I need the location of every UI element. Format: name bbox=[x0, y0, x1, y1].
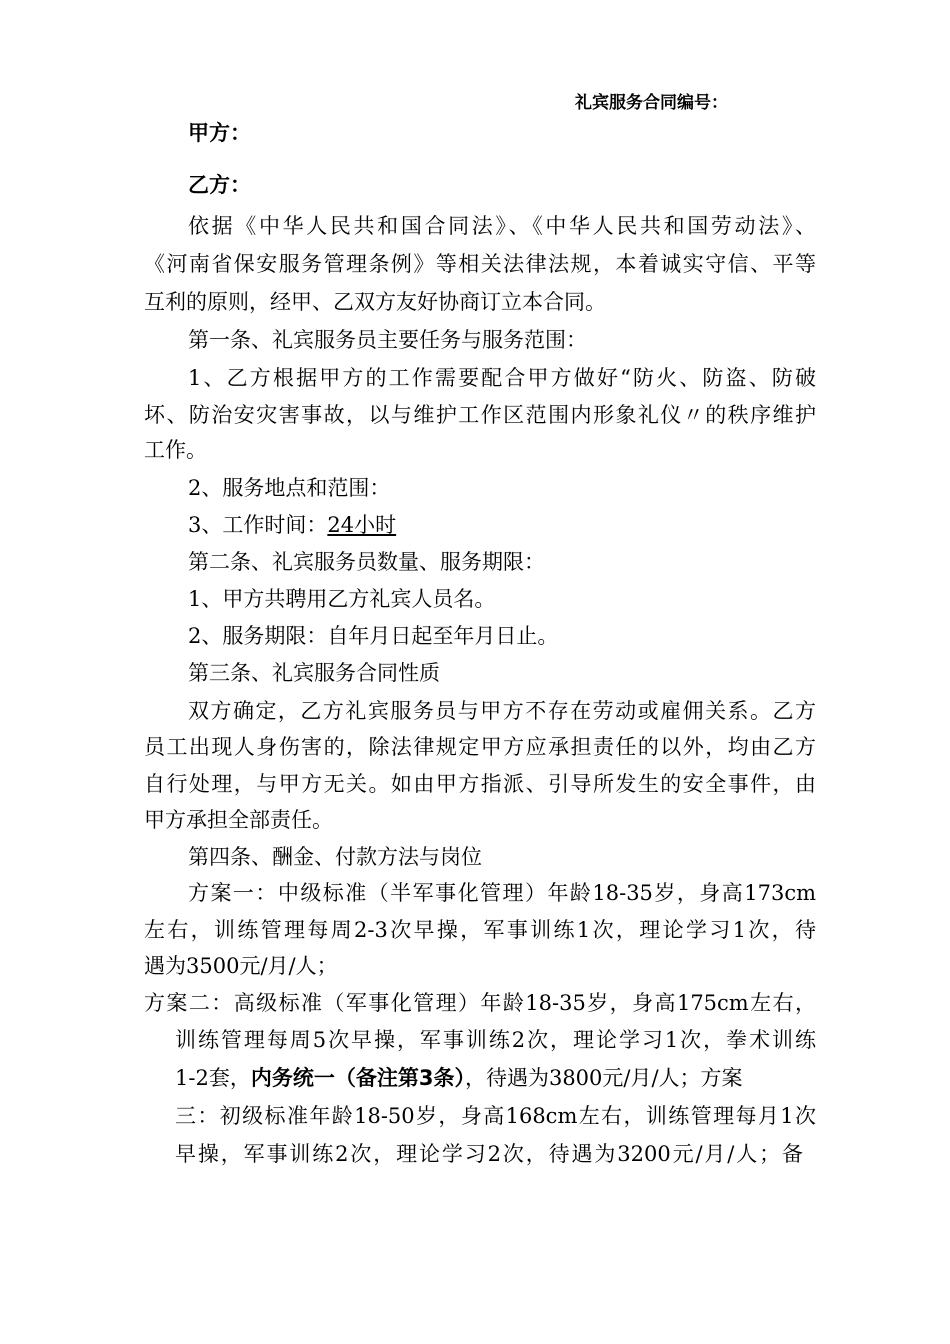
article-2-item-1: 1、甲方共聘用乙方礼宾人员名。 bbox=[188, 587, 496, 611]
article-3-line-3: 自行处理，与甲方无关。如由甲方指派、引导所发生的安全事件，由 bbox=[144, 772, 816, 796]
article-2-title: 第二条、礼宾服务员数量、服务期限： bbox=[188, 550, 545, 574]
intro-line-1: 依据《中华人民共和国合同法》、《中华人民共和国劳动法》、 bbox=[188, 214, 816, 238]
contract-number-label: 礼宾服务合同编号： bbox=[575, 93, 728, 113]
intro-line-2: 《河南省保安服务管理条例》等相关法律法规，本着诚实守信、平等 bbox=[144, 252, 816, 276]
article-2-item-2: 2、服务期限：自年月日起至年月日止。 bbox=[188, 624, 559, 648]
article-1-title: 第一条、礼宾服务员主要任务与服务范围： bbox=[188, 328, 587, 352]
article-1-item-1-line-2: 坏、防治安灾害事故，以与维护工作区范围内形象礼仪〃的秩序维护 bbox=[144, 403, 816, 427]
plan-1-line-3: 遇为3500元/月/人； bbox=[144, 954, 338, 978]
article-1-item-3 bbox=[188, 510, 396, 540]
plan-2-sets: 1-2套， bbox=[175, 1066, 251, 1090]
plan-2-line-2: 训练管理每周5次早操，军事训练2次，理论学习1次，拳术训练 bbox=[175, 1028, 816, 1052]
plan-2-pay: ，待遇为3800元/月/人；方案 bbox=[464, 1066, 743, 1090]
article-3-line-1: 双方确定，乙方礼宾服务员与甲方不存在劳动或雇佣关系。乙方 bbox=[188, 699, 816, 723]
plan-2-line-3 bbox=[175, 1063, 743, 1093]
work-hours-label: 3、工作时间： bbox=[188, 513, 328, 537]
article-1-item-1-line-1: 1、乙方根据甲方的工作需要配合甲方做好“防火、防盗、防破 bbox=[188, 366, 816, 390]
plan-3-line-1: 三：初级标准年龄18-50岁，身高168cm左右，训练管理每月1次 bbox=[175, 1104, 816, 1128]
plan-1-line-2: 左右，训练管理每周2-3次早操，军事训练1次，理论学习1次，待 bbox=[144, 918, 816, 942]
plan-2-bold-note: 内务统一（备注第3条） bbox=[250, 1066, 465, 1090]
work-hours-value: 24小时 bbox=[327, 513, 397, 537]
article-1-item-2: 2、服务地点和范围： bbox=[188, 476, 391, 500]
article-3-title: 第三条、礼宾服务合同性质 bbox=[188, 661, 440, 685]
article-3-line-4: 甲方承担全部责任。 bbox=[144, 808, 333, 832]
plan-2-line-1: 方案二：高级标准（军事化管理）年龄18-35岁，身高175cm左右， bbox=[144, 991, 816, 1015]
plan-3-line-2: 早操，军事训练2次，理论学习2次，待遇为3200元/月/人；备 bbox=[175, 1142, 803, 1166]
plan-1-line-1: 方案一：中级标准（半军事化管理）年龄18-35岁，身高173cm bbox=[188, 881, 816, 905]
party-a-label: 甲方： bbox=[188, 121, 251, 145]
party-b-label: 乙方： bbox=[188, 173, 251, 197]
article-1-item-1-line-3: 工作。 bbox=[144, 438, 207, 462]
intro-line-3: 互利的原则，经甲、乙双方友好协商订立本合同。 bbox=[144, 290, 606, 314]
article-3-line-2: 员工出现人身伤害的，除法律规定甲方应承担责任的以外，均由乙方 bbox=[144, 735, 816, 759]
article-4-title: 第四条、酬金、付款方法与岗位 bbox=[188, 845, 482, 869]
